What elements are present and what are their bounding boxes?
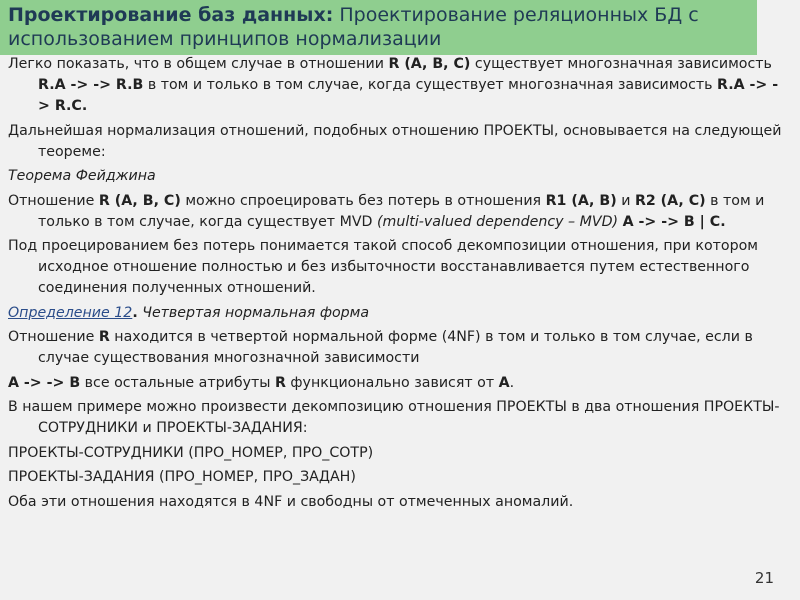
title-bold: Проектирование баз данных: bbox=[8, 4, 334, 26]
paragraph-mvd bbox=[8, 373, 790, 394]
paragraph-2: Дальнейшая нормализация отношений, подобных отношению ПРОЕКТЫ, основывается на следующей теореме: bbox=[8, 122, 782, 160]
paragraph-4nf bbox=[8, 327, 790, 369]
italic-text: (multi-valued dependency – MVD) bbox=[376, 213, 619, 230]
text: и bbox=[616, 192, 635, 209]
paragraph-projection: Под проецированием без потерь понимается такой способ декомпозиции отношения, при котором исходное отношение полностью и без избыточности восстанавливается путем естественного соединения полученных отношений. bbox=[8, 238, 758, 296]
paragraph-theorem bbox=[8, 191, 790, 233]
text: можно спроецировать без потерь в отношения bbox=[180, 192, 546, 209]
text: Легко показать, что в общем случае в отношении bbox=[8, 56, 389, 72]
theorem-title: Теорема Фейджина bbox=[8, 168, 156, 184]
text: в том и только в том случае, когда существует многозначная зависимость bbox=[143, 77, 718, 93]
slide-title bbox=[8, 0, 757, 51]
definition-link[interactable]: Определение 12 bbox=[8, 304, 133, 321]
bold-text: R2 (A, C) bbox=[634, 192, 706, 209]
bold-text: R (A, B, C) bbox=[388, 56, 471, 72]
bold-text: A -> -> B bbox=[8, 374, 81, 391]
bold-text: R bbox=[98, 329, 110, 345]
text: . bbox=[132, 304, 138, 321]
text: Отношение bbox=[8, 329, 99, 345]
page-number: 21 bbox=[754, 569, 774, 587]
paragraph-conclusion: Оба эти отношения находятся в 4NF и свободны от отмеченных аномалий. bbox=[8, 493, 574, 510]
text: Отношение bbox=[8, 192, 99, 209]
text: Четвертая нормальная форма bbox=[137, 304, 370, 321]
bold-text: R (A, B, C) bbox=[98, 192, 181, 209]
slide-header bbox=[0, 0, 757, 55]
definition-title bbox=[8, 303, 790, 324]
paragraph-example: В нашем примере можно произвести декомпозицию отношения ПРОЕКТЫ в два отношения ПРОЕКТЫ-СОТРУДНИКИ и ПРОЕКТЫ-ЗАДАНИЯ: bbox=[8, 399, 780, 436]
text: в том и только в том случае, когда существует MVD bbox=[38, 192, 765, 230]
text: находится в четвертой нормальной форме (4NF) в том и только в том случае, если в случае существования многозначной зависимости bbox=[38, 329, 753, 366]
paragraph-1 bbox=[8, 54, 790, 117]
relation-employees: ПРОЕКТЫ-СОТРУДНИКИ (ПРО_НОМЕР, ПРО_СОТР) bbox=[8, 444, 374, 461]
bold-text: R.A -> -> R.C. bbox=[38, 77, 779, 114]
bold-text: R bbox=[274, 374, 286, 391]
bold-text: R.A -> -> R.B bbox=[38, 77, 144, 93]
text: существует многозначная зависимость bbox=[470, 56, 772, 72]
text: все остальные атрибуты bbox=[80, 374, 275, 391]
bold-text: R1 (A, B) bbox=[545, 192, 617, 209]
bold-text: A bbox=[498, 374, 510, 391]
slide-body bbox=[8, 54, 790, 516]
text: функционально зависят от bbox=[285, 374, 499, 391]
relation-tasks: ПРОЕКТЫ-ЗАДАНИЯ (ПРО_НОМЕР, ПРО_ЗАДАН) bbox=[8, 469, 356, 485]
title-rest: Проектирование реляционных БД с использованием принципов нормализации bbox=[8, 4, 699, 50]
bold-text: A -> -> B | C. bbox=[622, 213, 726, 230]
text: . bbox=[509, 374, 515, 391]
